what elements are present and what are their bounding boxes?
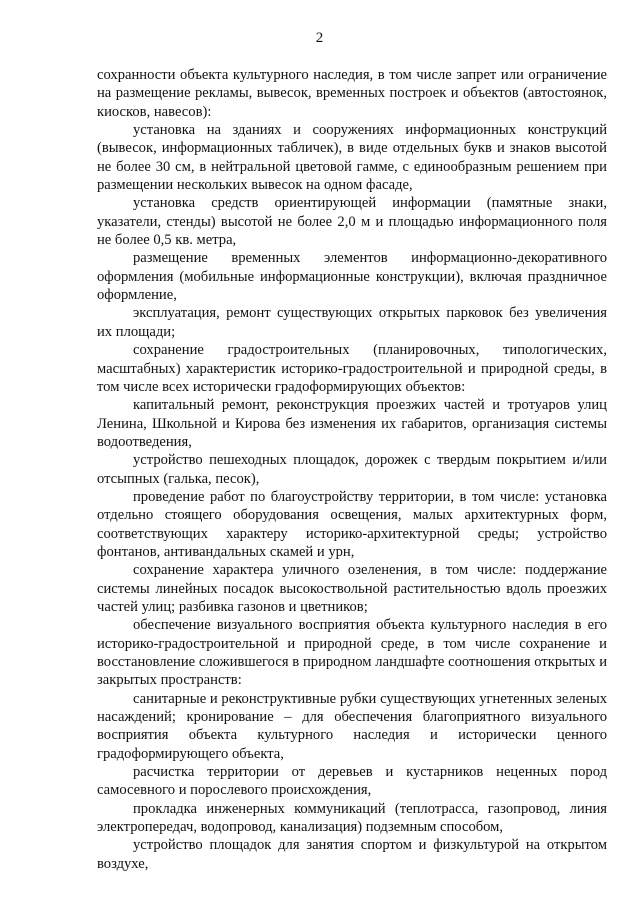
document-body <box>97 66 607 873</box>
paragraph: сохранение градостроительных (планировочных, типологических, масштабных) характеристик историко-градостроительной и природной среды, в том числе всех исторически градоформирующих объектов: <box>97 342 607 395</box>
paragraph: устройство пешеходных площадок, дорожек с твердым покрытием и/или отсыпных (галька, песок), <box>97 452 607 487</box>
paragraph: проведение работ по благоустройству территории, в том числе: установка отдельно стоящего оборудования освещения, малых архитектурных форм, соответствующих характеру историко-архитектурной среды; устройство фонтанов, антивандальных скамей и урн, <box>97 488 607 560</box>
paragraph: прокладка инженерных коммуникаций (теплотрасса, газопровод, линия электропередач, водопровод, канализация) подземным способом, <box>97 800 607 836</box>
paragraph: санитарные и реконструктивные рубки существующих угнетенных зеленых насаждений; кронирование – для обеспечения благоприятного визуального восприятия объекта культурного наследия и исторически ценного градоформирующего объекта, <box>97 690 607 762</box>
paragraph: расчистка территории от деревьев и кустарников неценных пород самосевного и порослевого происхождения, <box>97 764 607 799</box>
paragraph: установка на зданиях и сооружениях информационных конструкций (вывесок, информационных табличек), в виде отдельных букв и знаков высотой не более 30 см, в нейтральной цветовой гамме, с единообразным решением при размещении нескольких вывесок на одном фасаде, <box>97 122 607 194</box>
page-number: 2 <box>315 30 324 46</box>
paragraph: устройство площадок для занятия спортом и физкультурой на открытом воздухе, <box>97 837 607 872</box>
paragraph: установка средств ориентирующей информации (памятные знаки, указатели, стенды) высотой не более 2,0 м и площадью информационного поля не более 0,5 кв. метра, <box>97 195 607 249</box>
paragraph: капитальный ремонт, реконструкция проезжих частей и тротуаров улиц Ленина, Школьной и Кирова без изменения их габаритов, организация системы водоотведения, <box>97 397 607 450</box>
paragraph: сохранности объекта культурного наследия, в том числе запрет или ограничение на размещение рекламы, вывесок, временных построек и объектов (автостоянок, киосков, навесов): <box>97 67 607 120</box>
paragraph: размещение временных элементов информационно-декоративного оформления (мобильные информационные конструкции), включая праздничное оформление, <box>97 250 607 304</box>
paragraph: обеспечение визуального восприятия объекта культурного наследия в его историко-градостроительной и природной среде, в том числе сохранение и восстановление сложившегося в природном ландшафте соотношения открытых и закрытых пространств: <box>97 617 607 689</box>
paragraph: сохранение характера уличного озеленения, в том числе: поддержание системы линейных посадок высокоствольной растительностью вдоль проезжих частей улиц; разбивка газонов и цветников; <box>97 562 607 615</box>
paragraph: эксплуатация, ремонт существующих открытых парковок без увеличения их площади; <box>97 305 607 340</box>
